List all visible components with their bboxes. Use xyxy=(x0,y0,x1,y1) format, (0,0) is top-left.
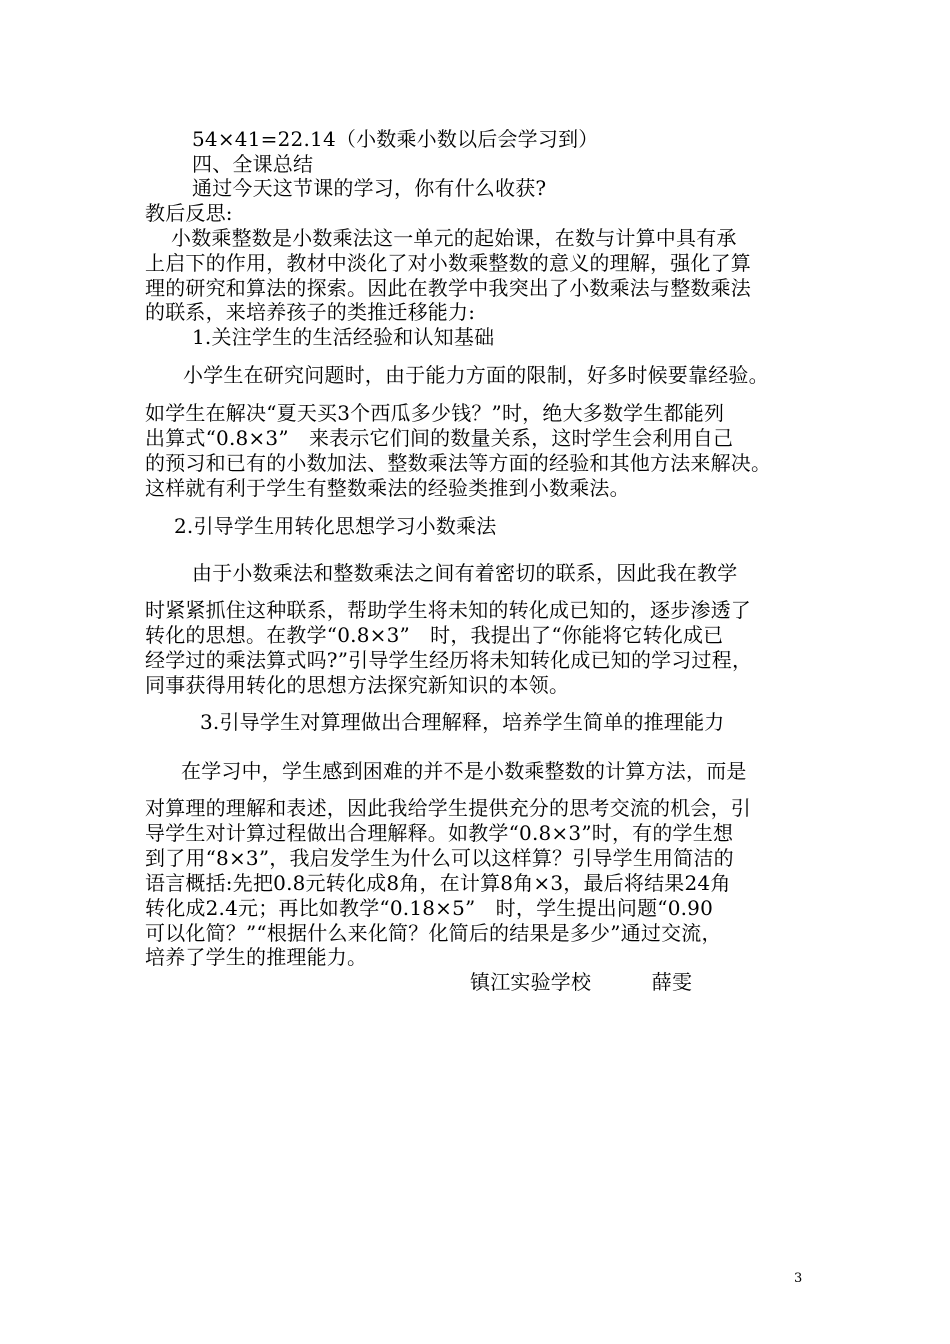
text-line: 语言概括:先把0.8元转化成8角，在计算8角×3，最后将结果24角 xyxy=(145,871,731,895)
text-line: 转化成2.4元；再比如教学“0.18×5” 时，学生提出问题“0.90 xyxy=(145,896,714,920)
text-line: 通过今天这节课的学习，你有什么收获? xyxy=(192,176,547,200)
text-line: 理的研究和算法的探索。因此在教学中我突出了小数乘法与整数乘法 xyxy=(145,276,751,300)
text-line: 由于小数乘法和整数乘法之间有着密切的联系，因此我在教学 xyxy=(192,561,738,585)
text-line: 同事获得用转化的思想方法探究新知识的本领。 xyxy=(145,673,570,697)
text-line: 出算式“0.8×3” 来表示它们间的数量关系，这时学生会利用自己 xyxy=(145,426,734,450)
text-line: 转化的思想。在教学“0.8×3” 时，我提出了“你能将它转化成已 xyxy=(145,623,724,647)
text-line-formula: 54×41=22.14（小数乘小数以后会学习到） xyxy=(192,127,599,151)
text-line: 培养了学生的推理能力。 xyxy=(145,945,368,969)
text-line: 的联系，来培养孩子的类推迁移能力: xyxy=(145,300,476,324)
text-line: 这样就有利于学生有整数乘法的经验类推到小数乘法。 xyxy=(145,476,630,500)
text-line: 可以化简？”“根据什么来化简？化简后的结果是多少”通过交流， xyxy=(145,921,722,945)
author-signature: 镇江实验学校 薛雯 xyxy=(470,970,693,994)
text-line: 在学习中，学生感到困难的并不是小数乘整数的计算方法，而是 xyxy=(181,759,747,783)
text-line: 小学生在研究问题时，由于能力方面的限制，好多时候要靠经验。 xyxy=(183,363,769,387)
section-heading-reflection: 教后反思: xyxy=(145,201,233,225)
subheading-point-2: 2.引导学生用转化思想学习小数乘法 xyxy=(174,514,497,538)
subheading-point-3: 3.引导学生对算理做出合理解释，培养学生简单的推理能力 xyxy=(200,710,725,734)
text-line: 如学生在解决“夏天买3个西瓜多少钱？”时，绝大多数学生都能列 xyxy=(145,401,725,425)
text-line: 上启下的作用，教材中淡化了对小数乘整数的意义的理解，强化了算 xyxy=(145,251,751,275)
text-line: 经学过的乘法算式吗?”引导学生经历将未知转化成已知的学习过程， xyxy=(145,648,753,672)
text-line: 到了用“8×3”，我启发学生为什么可以这样算？引导学生用简洁的 xyxy=(145,846,734,870)
text-line: 的预习和已有的小数加法、整数乘法等方面的经验和其他方法来解决。 xyxy=(145,451,772,475)
subheading-point-1: 1.关注学生的生活经验和认知基础 xyxy=(192,325,495,349)
text-line: 小数乘整数是小数乘法这一单元的起始课，在数与计算中具有承 xyxy=(171,226,737,250)
section-heading-summary: 四、全课总结 xyxy=(192,152,314,176)
text-line: 时紧紧抓住这种联系，帮助学生将未知的转化成已知的，逐步渗透了 xyxy=(145,598,751,622)
text-line: 导学生对计算过程做出合理解释。如教学“0.8×3”时，有的学生想 xyxy=(145,821,734,845)
page-number: 3 xyxy=(794,1271,803,1286)
text-line: 对算理的理解和表述，因此我给学生提供充分的思考交流的机会，引 xyxy=(145,796,751,820)
